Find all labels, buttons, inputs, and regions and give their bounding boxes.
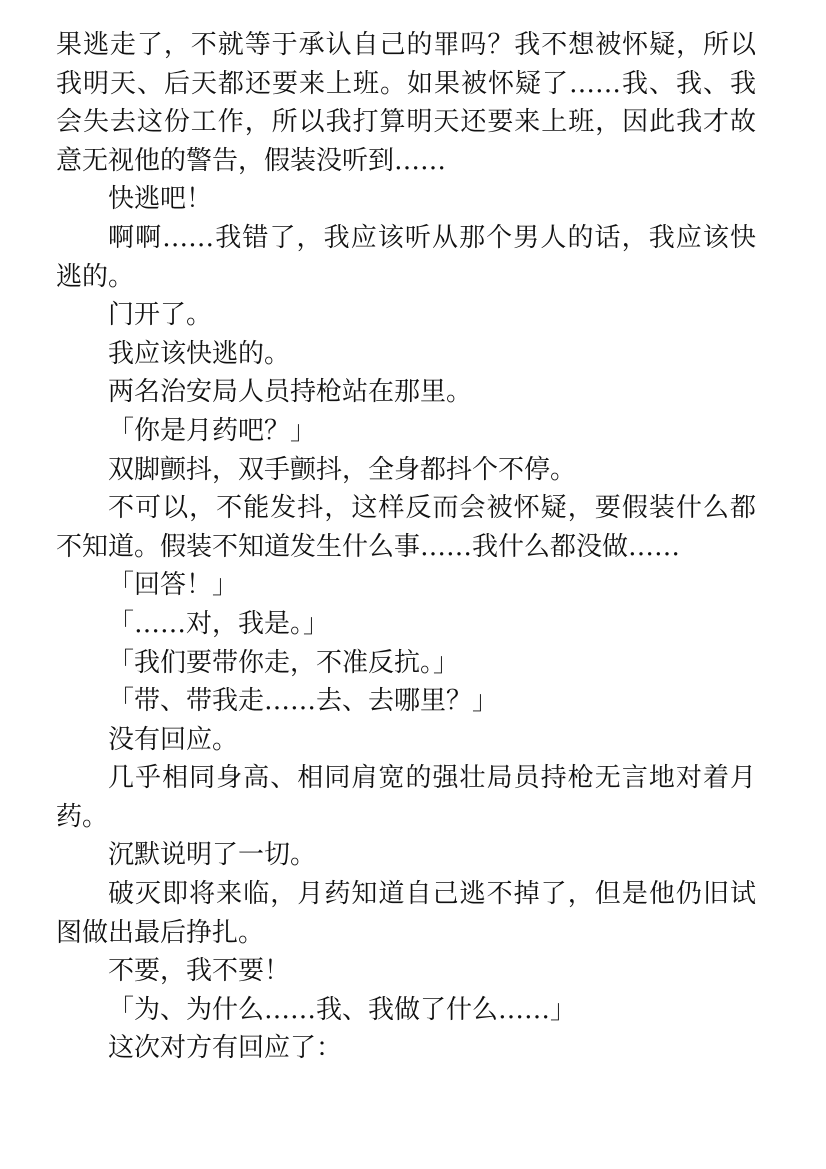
paragraph-11: 「……对，我是。」 xyxy=(108,608,330,639)
paragraph-2: 快逃吧！ xyxy=(108,184,213,215)
paragraph-4: 门开了。 xyxy=(108,300,213,331)
paragraph-6: 两名治安局人员持枪站在那里。 xyxy=(108,377,473,408)
paragraph-3: 啊啊……我错了，我应该听从那个男人的话，我应该快逃的。 xyxy=(56,222,756,292)
paragraph-5: 我应该快逃的。 xyxy=(108,338,291,369)
paragraph-7: 「你是月药吧？」 xyxy=(108,415,317,446)
paragraph-12: 「我们要带你走，不准反抗。」 xyxy=(108,647,460,678)
paragraph-13: 「带、带我走……去、去哪里？」 xyxy=(108,686,499,717)
paragraph-20: 这次对方有回应了： xyxy=(108,1033,343,1064)
paragraph-14: 没有回应。 xyxy=(108,724,239,755)
paragraph-10: 「回答！」 xyxy=(108,570,239,601)
paragraph-16: 沉默说明了一切。 xyxy=(108,840,317,871)
paragraph-1: 果逃走了，不就等于承认自己的罪吗？我不想被怀疑，所以我明天、后天都还要来上班。如果被怀疑了……我、我、我会失去这份工作，所以我打算明天还要来上班，因此我才故意无视他的警告，假装没听到…… xyxy=(56,30,756,176)
paragraph-17: 破灭即将来临，月药知道自己逃不掉了，但是他仍旧试图做出最后挣扎。 xyxy=(56,879,756,948)
paragraph-9: 不可以，不能发抖，这样反而会被怀疑，要假装什么都不知道。假装不知道发生什么事……我什么都没做…… xyxy=(56,493,756,562)
document-page xyxy=(56,26,756,1068)
paragraph-19: 「为、为什么……我、我做了什么……」 xyxy=(108,994,577,1025)
paragraph-18: 不要，我不要！ xyxy=(108,956,291,987)
paragraph-15: 几乎相同身高、相同肩宽的强壮局员持枪无言地对着月药。 xyxy=(56,763,756,832)
paragraph-8: 双脚颤抖，双手颤抖，全身都抖个不停。 xyxy=(108,454,577,485)
